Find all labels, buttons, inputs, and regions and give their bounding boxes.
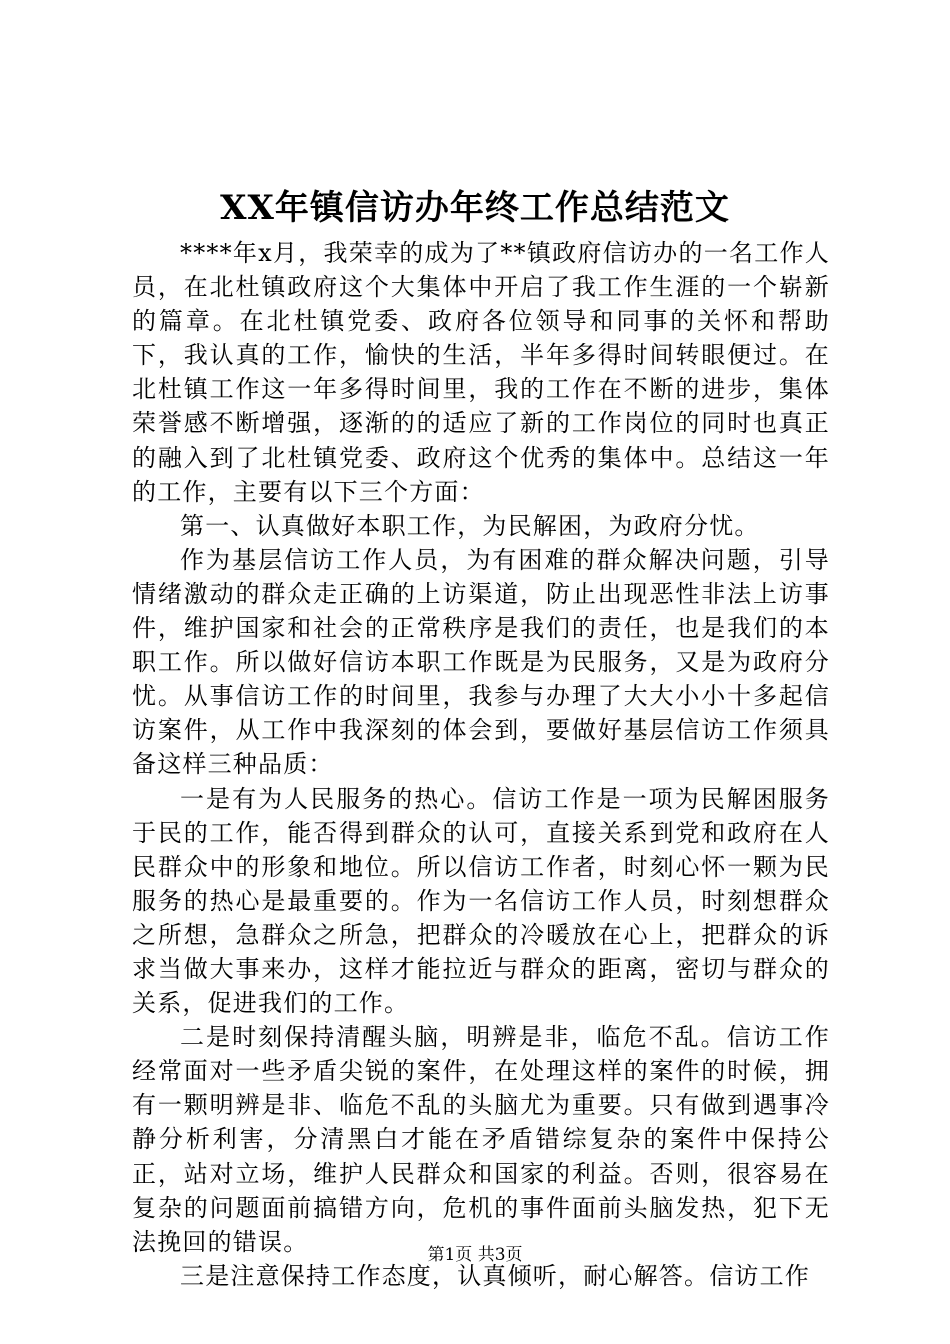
paragraph-duty: 作为基层信访工作人员，为有困难的群众解决问题，引导情绪激动的群众走正确的上访渠道，防止出现恶性非法上访事件，维护国家和社会的正常秩序是我们的责任，也是我们的本职工作。所以做好信访本职工作既是为民服务，又是为政府分忧。从事信访工作的时间里，我参与办理了大大小小十多起信访案件，从工作中我深刻的体会到，要做好基层信访工作须具备这样三种品质： xyxy=(132,545,830,779)
paragraph-heading-first: 第一、认真做好本职工作，为民解困，为政府分忧。 xyxy=(180,511,760,540)
paragraph-quality-three: 三是注意保持工作态度，认真倾听，耐心解答。信访工作 xyxy=(180,1261,810,1290)
paragraph-quality-one: 一是有为人民服务的热心。信访工作是一项为民解困服务于民的工作，能否得到群众的认可，直接关系到党和政府在人民群众中的形象和地位。所以信访工作者，时刻心怀一颗为民服务的热心是最重要的。作为一名信访工作人员，时刻想群众之所想，急群众之所急，把群众的冷暖放在心上，把群众的诉求当做大事来办，这样才能拉近与群众的距离，密切与群众的关系，促进我们的工作。 xyxy=(132,784,830,1018)
paragraph-intro: ****年x月，我荣幸的成为了**镇政府信访办的一名工作人员，在北杜镇政府这个大集体中开启了我工作生涯的一个崭新的篇章。在北杜镇党委、政府各位领导和同事的关怀和帮助下，我认真的工作，愉快的生活，半年多得时间转眼便过。在北杜镇工作这一年多得时间里，我的工作在不断的进步，集体荣誉感不断增强，逐渐的的适应了新的工作岗位的同时也真正的融入到了北杜镇党委、政府这个优秀的集体中。总结这一年的工作，主要有以下三个方面： xyxy=(132,239,830,506)
page-number-footer: 第1页 共3页 xyxy=(427,1245,523,1265)
document-body xyxy=(132,236,830,1293)
document-title: XX年镇信访办年终工作总结范文 xyxy=(220,188,730,228)
paragraph-quality-two: 二是时刻保持清醒头脑，明辨是非，临危不乱。信访工作经常面对一些矛盾尖锐的案件，在处理这样的案件的时候，拥有一颗明辨是非、临危不乱的头脑尤为重要。只有做到遇事冷静分析利害，分清黑白才能在矛盾错综复杂的案件中保持公正，站对立场，维护人民群众和国家的利益。否则，很容易在复杂的问题面前搞错方向，危机的事件面前头脑发热，犯下无法挽回的错误。 xyxy=(132,1023,830,1256)
